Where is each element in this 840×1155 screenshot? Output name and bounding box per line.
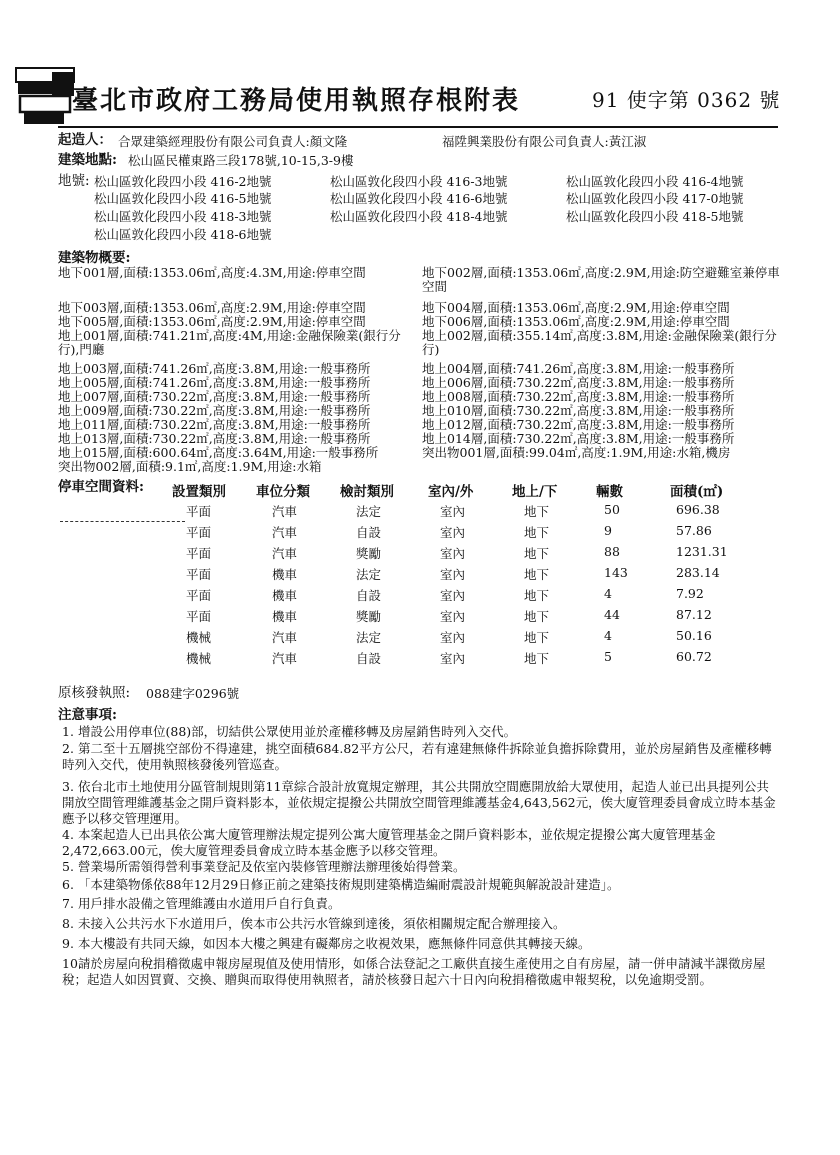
floor-entry: 地上014層,面積:730.22㎡,高度:3.8M,用途:一般事務所 — [422, 431, 735, 446]
note-text: 請於房屋向稅捐稽徵處申報房屋現值及使用情形，如係合法登記之工廠供直接生產使用之自有房屋，請一併申請減半課徵房屋稅；起造人如因買賣、交換、贈與而取得使用執照者，請於核發日起六十日內向稅捐稽徵處申報契稅，以免逾期受罰。 — [62, 956, 766, 987]
site-label: 建築地點: — [58, 152, 117, 168]
parking-cell: 獎勵 — [356, 609, 382, 624]
land-number: 松山區敦化段四小段 418-3地號 — [94, 209, 272, 224]
parking-cell: 7.92 — [676, 586, 704, 601]
floor-entry: 地上006層,面積:730.22㎡,高度:3.8M,用途:一般事務所 — [422, 375, 735, 390]
note-text: 用戶排水設備之管理維護由水道用戶自行負責。 — [78, 896, 341, 911]
parking-cell: 87.12 — [676, 607, 712, 622]
note-text: 「本建築物係依88年12月29日修正前之建築技術規則建築構造編耐震設計規範與解說設計建造」。 — [78, 877, 620, 892]
permit-number: 91 使字第 0362 號 — [592, 88, 781, 112]
floor-entry: 地上009層,面積:730.22㎡,高度:3.8M,用途:一般事務所 — [58, 403, 371, 418]
parking-header: 室內/外 — [428, 484, 474, 500]
parking-cell: 法定 — [356, 567, 382, 582]
parking-cell: 機械 — [186, 630, 212, 645]
site-address: 松山區民權東路三段178號,10-15,3-9樓 — [128, 153, 354, 168]
original-permit-number: 088建字0296號 — [146, 686, 240, 701]
parking-cell: 室內 — [440, 630, 466, 645]
land-number: 松山區敦化段四小段 416-5地號 — [94, 191, 272, 206]
parking-cell: 地下 — [524, 609, 550, 624]
note-item: 5. 營業場所需領得營利事業登記及依室內裝修管理辦法辦理後始得營業。 — [62, 859, 466, 874]
parking-cell: 地下 — [524, 525, 550, 540]
parking-cell: 自設 — [356, 651, 382, 666]
parking-cell: 平面 — [186, 504, 212, 519]
parking-label: 停車空間資料: — [58, 479, 144, 495]
floor-entry: 地上007層,面積:730.22㎡,高度:3.8M,用途:一般事務所 — [58, 389, 371, 404]
floor-entry: 地上010層,面積:730.22㎡,高度:3.8M,用途:一般事務所 — [422, 403, 735, 418]
parking-header: 檢討類別 — [340, 484, 394, 500]
parking-cell: 50.16 — [676, 628, 712, 643]
parking-cell: 室內 — [440, 651, 466, 666]
parking-cell: 機車 — [272, 588, 298, 603]
land-label: 地號: — [58, 173, 90, 189]
parking-header: 輛數 — [596, 484, 623, 500]
parking-cell: 汽車 — [272, 630, 298, 645]
floor-entry: 地上001層,面積:741.21㎡,高度:4M,用途:金融保險業(銀行分行),門廳 — [58, 328, 401, 357]
parking-cell: 自設 — [356, 525, 382, 540]
floor-entry: 地下002層,面積:1353.06㎡,高度:2.9M,用途:防空避難室兼停車空間 — [422, 265, 780, 294]
land-number: 松山區敦化段四小段 418-4地號 — [330, 209, 508, 224]
parking-header: 設置類別 — [172, 484, 226, 500]
parking-cell: 平面 — [186, 588, 212, 603]
parking-cell: 4 — [604, 628, 612, 643]
floor-entry: 地上011層,面積:730.22㎡,高度:3.8M,用途:一般事務所 — [58, 417, 371, 432]
parking-cell: 50 — [604, 502, 620, 517]
parking-cell: 汽車 — [272, 651, 298, 666]
parking-cell: 平面 — [186, 546, 212, 561]
parking-cell: 機車 — [272, 567, 298, 582]
land-number: 松山區敦化段四小段 418-5地號 — [566, 209, 744, 224]
parking-cell: 地下 — [524, 567, 550, 582]
builder-label: 起造人： — [58, 132, 112, 148]
parking-cell: 自設 — [356, 588, 382, 603]
parking-cell: 室內 — [440, 567, 466, 582]
parking-cell: 地下 — [524, 546, 550, 561]
note-item: 9. 本大樓設有共同天線，如因本大樓之興建有礙鄰房之收視效果，應無條件同意供其轉接天線。 — [62, 936, 591, 951]
note-text: 依台北市土地使用分區管制規則第11章綜合設計放寬規定辦理，其公共開放空間應開放給大眾使用，起造人並已出具提列公共開放空間管理維護基金之開戶資料影本，並依規定提撥公共開放空間管理維護基金4,643,562元，俟大廈管理委員會成立時本基金應予以移交管理運用。 — [62, 779, 776, 826]
parking-cell: 地下 — [524, 630, 550, 645]
floor-entry: 突出物002層,面積:9.1㎡,高度:1.9M,用途:水箱 — [58, 459, 322, 474]
floor-entry: 地下004層,面積:1353.06㎡,高度:2.9M,用途:停車空間 — [422, 300, 730, 315]
page-title: 臺北市政府工務局使用執照存根附表 — [72, 86, 521, 116]
builder-company-2: 福陞興業股份有限公司負責人:黃江淑 — [442, 134, 647, 149]
parking-header: 車位分類 — [256, 484, 310, 500]
title-divider — [58, 126, 778, 128]
dashed-line — [60, 521, 185, 522]
floor-entry: 地上013層,面積:730.22㎡,高度:3.8M,用途:一般事務所 — [58, 431, 371, 446]
parking-cell: 57.86 — [676, 523, 712, 538]
land-number: 松山區敦化段四小段 416-3地號 — [330, 174, 508, 189]
parking-cell: 88 — [604, 544, 620, 559]
floor-entry: 地下003層,面積:1353.06㎡,高度:2.9M,用途:停車空間 — [58, 300, 366, 315]
parking-cell: 平面 — [186, 525, 212, 540]
parking-cell: 獎勵 — [356, 546, 382, 561]
note-item: 3. 依台北市土地使用分區管制規則第11章綜合設計放寬規定辦理，其公共開放空間應開放給大眾使用，起造人並已出具提列公共開放空間管理維護基金之開戶資料影本，並依規定提撥公共開放空間管理維護基金4,643,562元，俟大廈管理委員會成立時本基金應予以移交管理運用。 — [62, 779, 776, 826]
parking-cell: 4 — [604, 586, 612, 601]
floor-entry: 地上004層,面積:741.26㎡,高度:3.8M,用途:一般事務所 — [422, 361, 735, 376]
parking-cell: 平面 — [186, 609, 212, 624]
parking-cell: 5 — [604, 649, 612, 664]
note-text: 未接入公共污水下水道用戶，俟本市公共污水管線到達後，須依相關規定配合辦理接入。 — [78, 916, 566, 931]
land-number: 松山區敦化段四小段 416-4地號 — [566, 174, 744, 189]
parking-cell: 696.38 — [676, 502, 720, 517]
parking-cell: 9 — [604, 523, 612, 538]
parking-cell: 143 — [604, 565, 628, 580]
floor-entry: 地上012層,面積:730.22㎡,高度:3.8M,用途:一般事務所 — [422, 417, 735, 432]
note-item: 10.請於房屋向稅捐稽徵處申報房屋現值及使用情形，如係合法登記之工廠供直接生產使用之自有房屋，請一併申請減半課徵房屋稅；起造人如因買賣、交換、贈與而取得使用執照者，請於核發日起六十日內向稅捐稽徵處申報契稅，以免逾期受罰。 — [62, 956, 766, 987]
floor-entry: 地下006層,面積:1353.06㎡,高度:2.9M,用途:停車空間 — [422, 314, 730, 329]
parking-cell: 地下 — [524, 588, 550, 603]
parking-cell: 地下 — [524, 651, 550, 666]
parking-cell: 283.14 — [676, 565, 720, 580]
parking-cell: 44 — [604, 607, 620, 622]
parking-cell: 室內 — [440, 504, 466, 519]
land-number: 松山區敦化段四小段 416-6地號 — [330, 191, 508, 206]
floor-entry: 地上003層,面積:741.26㎡,高度:3.8M,用途:一般事務所 — [58, 361, 371, 376]
note-item: 6. 「本建築物係依88年12月29日修正前之建築技術規則建築構造編耐震設計規範與解說設計建造」。 — [62, 877, 620, 892]
note-text: 本大樓設有共同天線，如因本大樓之興建有礙鄰房之收視效果，應無條件同意供其轉接天線。 — [78, 936, 591, 951]
parking-cell: 汽車 — [272, 546, 298, 561]
parking-cell: 地下 — [524, 504, 550, 519]
floor-entry: 突出物001層,面積:99.04㎡,高度:1.9M,用途:水箱,機房 — [422, 445, 731, 460]
floor-entry: 地上015層,面積:600.64㎡,高度:3.64M,用途:一般事務所 — [58, 445, 379, 460]
note-item: 8. 未接入公共污水下水道用戶，俟本市公共污水管線到達後，須依相關規定配合辦理接入。 — [62, 916, 566, 931]
floor-entry: 地下005層,面積:1353.06㎡,高度:2.9M,用途:停車空間 — [58, 314, 366, 329]
parking-cell: 室內 — [440, 588, 466, 603]
note-text: 第二至十五層挑空部份不得違建，挑空面積684.82平方公尺，若有違建無條件拆除並負擔拆除費用，並於房屋銷售及產權移轉時列入交代，使用執照核發後列管巡查。 — [62, 741, 772, 772]
note-text: 營業場所需領得營利事業登記及依室內裝修管理辦法辦理後始得營業。 — [78, 859, 466, 874]
parking-header: 面積(㎡) — [670, 484, 724, 500]
note-item: 1. 增設公用停車位(88)部，切結供公眾使用並於產權移轉及房屋銷售時列入交代。 — [62, 724, 517, 739]
floor-entry: 地上005層,面積:741.26㎡,高度:3.8M,用途:一般事務所 — [58, 375, 371, 390]
original-permit-label: 原核發執照: — [58, 685, 131, 701]
land-number: 松山區敦化段四小段 417-0地號 — [566, 191, 744, 206]
land-number: 松山區敦化段四小段 416-2地號 — [94, 174, 272, 189]
overview-label: 建築物概要: — [58, 250, 131, 266]
builder-company-1: 合眾建築經理股份有限公司負責人:顏文隆 — [118, 134, 348, 149]
note-item: 2. 第二至十五層挑空部份不得違建，挑空面積684.82平方公尺，若有違建無條件拆除並負擔拆除費用，並於房屋銷售及產權移轉時列入交代，使用執照核發後列管巡查。 — [62, 741, 772, 772]
parking-cell: 汽車 — [272, 525, 298, 540]
parking-header: 地上/下 — [512, 484, 558, 500]
floor-entry: 地上008層,面積:730.22㎡,高度:3.8M,用途:一般事務所 — [422, 389, 735, 404]
parking-cell: 室內 — [440, 609, 466, 624]
parking-cell: 60.72 — [676, 649, 712, 664]
floor-entry: 地上002層,面積:355.14㎡,高度:3.8M,用途:金融保險業(銀行分行) — [422, 328, 777, 357]
parking-cell: 汽車 — [272, 504, 298, 519]
note-text: 本案起造人已出具依公寓大廈管理辦法規定提列公寓大廈管理基金之開戶資料影本，並依規定提撥公寓大廈管理基金2,472,663.00元，俟大廈管理委員會成立時本基金應予以移交管理。 — [62, 827, 716, 858]
land-number: 松山區敦化段四小段 418-6地號 — [94, 227, 272, 242]
note-text: 增設公用停車位(88)部，切結供公眾使用並於產權移轉及房屋銷售時列入交代。 — [78, 724, 517, 739]
parking-cell: 平面 — [186, 567, 212, 582]
parking-cell: 機車 — [272, 609, 298, 624]
parking-cell: 1231.31 — [676, 544, 728, 559]
note-item: 4. 本案起造人已出具依公寓大廈管理辦法規定提列公寓大廈管理基金之開戶資料影本，並依規定提撥公寓大廈管理基金2,472,663.00元，俟大廈管理委員會成立時本基金應予以移交管理。 — [62, 827, 716, 858]
parking-cell: 法定 — [356, 504, 382, 519]
floor-entry: 地下001層,面積:1353.06㎡,高度:4.3M,用途:停車空間 — [58, 265, 366, 280]
parking-cell: 機械 — [186, 651, 212, 666]
parking-cell: 法定 — [356, 630, 382, 645]
notes-label: 注意事項: — [58, 707, 117, 723]
parking-cell: 室內 — [440, 525, 466, 540]
parking-cell: 室內 — [440, 546, 466, 561]
note-item: 7. 用戶排水設備之管理維護由水道用戶自行負責。 — [62, 896, 341, 911]
